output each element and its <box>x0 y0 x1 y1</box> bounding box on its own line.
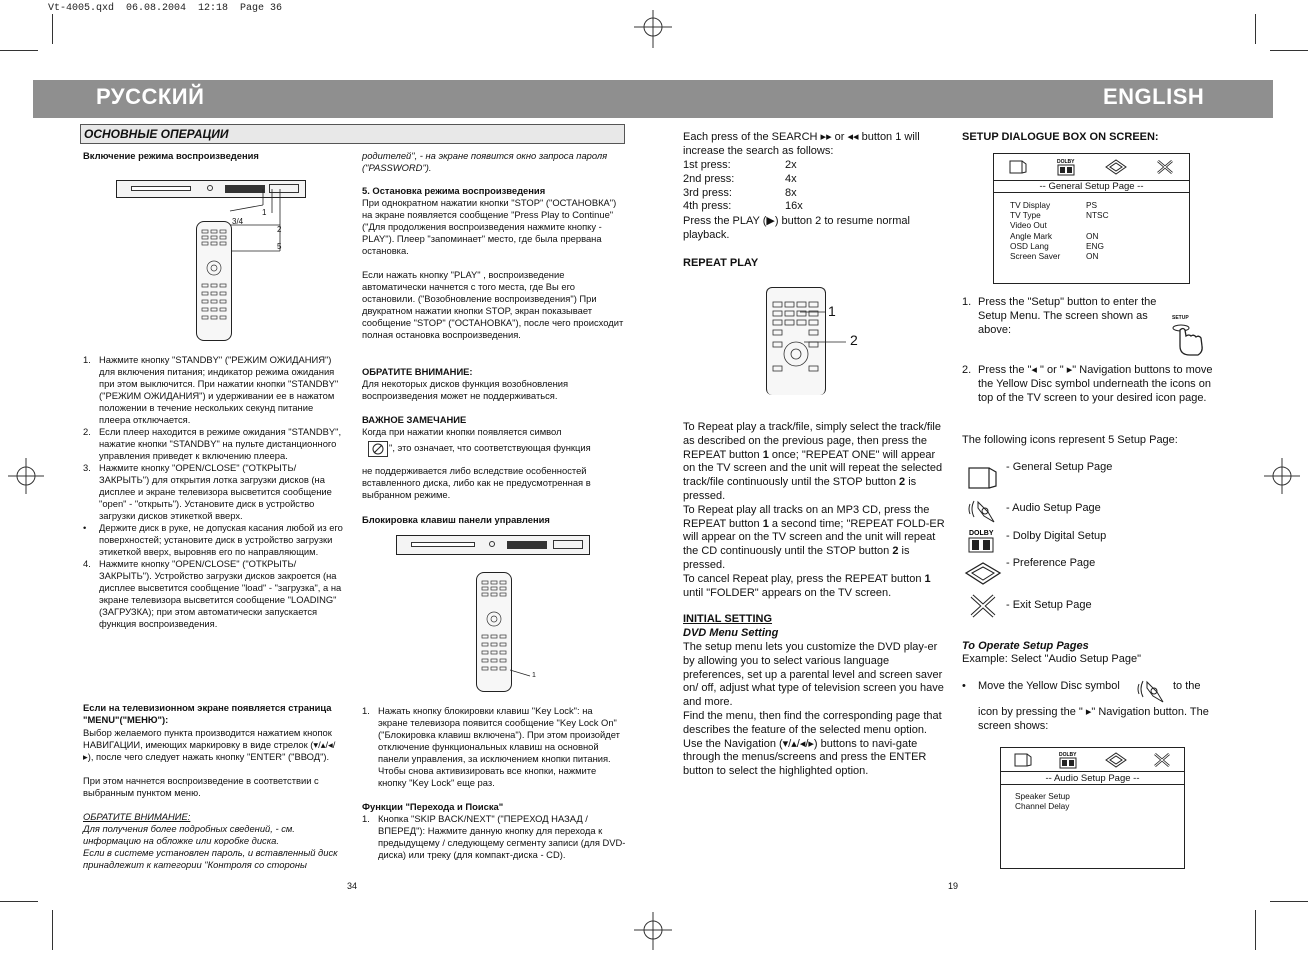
audio-setup-screen <box>1000 747 1185 869</box>
preference-icon <box>1104 751 1128 769</box>
keylock-leader-line <box>510 668 534 680</box>
exit-setup-icon <box>968 592 998 620</box>
exit-setup-icon <box>1152 751 1172 769</box>
remote-control-figure <box>196 221 232 341</box>
move-bullet: • <box>962 680 966 692</box>
setup-row: Channel Delay <box>1015 801 1070 811</box>
fig-label-2: 2 <box>277 225 282 234</box>
fig-label-5: 5 <box>277 242 282 251</box>
icon-label-dolby: - Dolby Digital Setup <box>1006 530 1107 542</box>
crop-mark <box>0 50 38 51</box>
preference-icon <box>964 560 1002 588</box>
note-text: Для получения более подробных сведений, - см. информацию на обложке или коробке диска. <box>83 823 295 846</box>
setup-row: Speaker Setup <box>1015 791 1070 801</box>
fig-label-34: 3/4 <box>232 217 244 226</box>
important-text-2: ", это означает, что соответствующая функция <box>389 442 591 453</box>
registration-mark-top <box>630 10 676 50</box>
setup-icon-bar <box>1001 748 1184 771</box>
move-text-b: to the <box>1173 680 1201 692</box>
press-row: 3rd press: 8x <box>683 186 797 199</box>
repeat-label-2: 2 <box>850 332 858 348</box>
important-title: ВАЖНОЕ ЗАМЕЧАНИЕ <box>362 414 467 425</box>
step-item: 4. Нажмите кнопку "OPEN/CLOSE" ("ОТКРЫТЬ/ЗАКРЫТЬ"). Устройство загрузки дисков закроется (на дисплее высветится сообщение "load" - "загрузка", а на экране телевизора высветится сообщение "LOADING" (ЗАГРУЗКА); при этом автоматически запускается функция воспроизведения. <box>83 558 342 629</box>
fig-label-1: 1 <box>262 208 267 217</box>
repeat-paragraphs <box>683 421 945 600</box>
svg-text:DOLBY: DOLBY <box>1059 751 1077 758</box>
general-setup-icon <box>1013 751 1033 769</box>
repeat-para-3: To cancel Repeat play, press the REPEAT button 1 until "FOLDER" appears on the TV screen. <box>683 572 931 599</box>
menu-text-2: При этом начнется воспроизведение в соответствии с выбранным пунктом меню. <box>83 775 319 798</box>
note-title: ОБРАТИТЕ ВНИМАНИЕ: <box>83 811 191 822</box>
search-intro: Each press of the SEARCH ▸▸ or ◂◂ button 1 will increase the search as follows: <box>683 131 920 157</box>
setup-step-1: 1. Press the "Setup" button to enter the Setup Menu. The screen shown as above: <box>962 296 1157 336</box>
setup-row: Video Out <box>1010 220 1047 231</box>
move-text-a: Move the Yellow Disc symbol <box>978 680 1120 692</box>
prohibited-icon <box>368 441 388 457</box>
english-title: ENGLISH <box>1103 84 1205 109</box>
print-slug: Vt-4005.qxd 06.08.2004 12:18 Page 36 <box>48 3 283 14</box>
menu-text: Выбор желаемого пункта производится нажатием кнопок НАВИГАЦИИ, имеющих маркировку в виде стрелок (▾/▴/◂/▸), после чего следует нажать кнопку "ENTER" ("ВВОД"). <box>83 727 336 762</box>
stop-text-2: Если нажать кнопку "PLAY" , воспроизведение автоматически начнется с того места, где Вы его остановили. ("Возобновление воспроизведения") При двукратном нажатии кнопки STOP, экран показывает сообщение "STOP" ("ОСТАНОВКА"), после чего происходит полная остановка воспроизведения. <box>362 269 624 340</box>
step-item: 3. Нажмите кнопку "OPEN/CLOSE" ("ОТКРЫТЬ/ЗАКРЫТЬ") для открытия лотка загрузки дисков (на дисплее и экране телевизора высветится сообщение "open" - "открыть"). Установите диск в устройство загрузки дисков этикеткой вверх. <box>83 462 332 521</box>
crop-mark <box>52 910 53 950</box>
initial-setting-title: INITIAL SETTING <box>683 613 773 625</box>
search-resume: Press the PLAY (▶) button 2 to resume normal playback. <box>683 215 910 241</box>
setup-icon-bar <box>994 154 1189 180</box>
password-continued: родителей", - на экране появится окно запроса пароля ("PASSWORD"). <box>362 150 608 173</box>
page-number-left: 34 <box>347 881 358 891</box>
dvd-player-figure-2 <box>396 535 590 555</box>
setup-row: TV Display PS <box>1010 200 1098 210</box>
svg-text:DOLBY: DOLBY <box>1056 159 1075 165</box>
press-row: 4th press: 16x <box>683 200 803 213</box>
step-item: 1. Нажмите кнопку "STANDBY" ("РЕЖИМ ОЖИДАНИЯ") для включения питания; индикатор режима ожидания при этом выключится. При нажатии кнопки "STANDBY" ("РЕЖИМ ОЖИДАНИЯ") и удерживании ее в нажатом положении в течение нескольких секунд питание плеера отключается. <box>83 354 339 425</box>
section-title: ОСНОВНЫЕ ОПЕРАЦИИ <box>84 127 229 141</box>
dolby-icon <box>1057 750 1079 770</box>
press-row: 1st press: 2x <box>683 159 797 171</box>
keylock-title: Блокировка клавиш панели управления <box>362 514 550 525</box>
registration-mark-right <box>1262 458 1302 494</box>
icons-intro: The following icons represent 5 Setup Page: <box>962 434 1178 446</box>
skip-step: 1. Кнопка "SKIP BACK/NEXT" ("ПЕРЕХОД НАЗАД / ВПЕРЕД"): Нажмите данную кнопку для перехода к предыдущему / следующему сегменту записи (для DVD-диска) или треку (для компакт-диска - CD). <box>362 813 626 860</box>
setup-row: Screen Saver ON <box>1010 251 1099 262</box>
keylock-step: 1. Нажать кнопку блокировки клавиш "Key Lock": на экране телевизора появится сообщение "Key Lock On" ("Блокировка клавиш включена"). При этом произойдет отключение функциональных клавиш на основной панели управления, за исключением кнопки питания. Чтобы снова активизировать все кнопки, нажмите кнопку "Key Lock" еще раз. <box>362 705 620 788</box>
icon-label-general: - General Setup Page <box>1006 461 1113 473</box>
playback-steps <box>83 354 343 630</box>
playback-title: Включение режима воспроизведения <box>83 150 259 161</box>
setup-row: OSD Lang ENG <box>1010 240 1104 251</box>
important-text-3: не поддерживается либо вследствие особенностей вставленного диска, либо как не предусмотренная в выбранном режиме. <box>362 465 591 500</box>
step-item: 2. Если плеер находится в режиме ожидания "STANDBY", нажатие кнопки "STANDBY" на пульте дистанционного управления приведет к включению плеера. <box>83 426 342 461</box>
stop-title: 5. Остановка режима воспроизведения <box>362 185 546 196</box>
dolby-icon <box>1055 157 1077 177</box>
repeat-para-2: To Repeat play all tracks on an MP3 CD, press the REPEAT button 1 a second time; "REPEAT FOLD-ER will appear on the TV screen and the unit will repeat the CD continuously until the STOP button 2 is pressed. <box>683 503 945 571</box>
attention-title: ОБРАТИТЕ ВНИМАНИЕ: <box>362 366 473 377</box>
crop-mark <box>1255 14 1256 44</box>
setup-step-2: 2. Press the "◂ " or " ▸" Navigation buttons to move the Yellow Disc symbol underneath the icons on top of the TV screen to your desired icon page. <box>962 364 1213 404</box>
search-press-table <box>683 159 883 214</box>
repeat-label-1: 1 <box>828 303 836 319</box>
setup-button-label: SETUP <box>1172 315 1189 321</box>
skip-title: Функции "Перехода и Поиска" <box>362 801 504 812</box>
general-setup-icon <box>1008 158 1028 176</box>
header-band <box>33 80 1273 118</box>
general-setup-icon <box>966 462 1000 492</box>
note-text-2: Если в системе установлен пароль, и вставленный диск принадлежит к категории "Контроля со стороны <box>83 847 338 870</box>
svg-text:DOLBY: DOLBY <box>969 530 994 537</box>
press-row: 2nd press: 4x <box>683 172 797 185</box>
audio-setup-rows <box>1015 791 1070 811</box>
important-text: Когда при нажатии кнопки появляется символ <box>362 426 562 437</box>
page-number-right: 19 <box>948 881 959 891</box>
general-setup-rows <box>1010 200 1109 261</box>
initial-paragraphs: The setup menu lets you customize the DVD play-er by allowing you to select various language preferences, set up a parental level and screen saver on/ off, adjust what type of television screen you have and more. Find the menu, then find the corresponding page that describes the feature of the selected menu option. Use the Navigation (▾/▴/◂/▸) buttons to navi-gate through the menus/screens and press the ENTER button to select the highlighted option. <box>683 641 944 778</box>
audio-setup-icon <box>966 494 1000 524</box>
operate-title: To Operate Setup Pages <box>962 640 1089 652</box>
audio-setup-icon <box>1135 674 1169 704</box>
icon-label-preference: - Preference Page <box>1006 557 1096 569</box>
dvd-menu-setting-title: DVD Menu Setting <box>683 627 779 639</box>
repeat-title: REPEAT PLAY <box>683 257 759 269</box>
setup-row: Angle Mark ON <box>1010 230 1099 241</box>
registration-mark-bottom <box>630 910 676 950</box>
crop-mark <box>1270 50 1308 51</box>
attention-text: Для некоторых дисков функция возобновления воспроизведения может не поддерживаться. <box>362 378 569 401</box>
dialog-title: SETUP DIALOGUE BOX ON SCREEN: <box>962 131 1159 143</box>
general-setup-header: -- General Setup Page -- <box>994 180 1189 193</box>
exit-setup-icon <box>1155 158 1175 176</box>
registration-mark-left <box>6 458 46 494</box>
remote-control-figure-2 <box>476 572 512 692</box>
keylock-fig-label: 1 <box>532 672 536 679</box>
crop-mark <box>1255 910 1256 950</box>
setup-row: TV Type NTSC <box>1010 210 1109 221</box>
icon-label-exit: - Exit Setup Page <box>1006 599 1092 611</box>
stop-text: При однократном нажатии кнопки "STOP" ("ОСТАНОВКА") на экране появляется сообщение "Press Play to Continue" ("Для продолжения воспроизведения нажмите кнопку - PLAY"). Плеер "запоминает" место, где была прервана остановка. <box>362 197 617 256</box>
russian-title: РУССКИЙ <box>96 84 205 109</box>
general-setup-screen <box>993 153 1190 284</box>
step-item: • Держите диск в руке, не допуская касания любой из его поверхностей; установите диск в устройство загрузки этикеткой вверх, выровняв его по направляющим. <box>83 522 343 557</box>
crop-mark <box>0 901 38 902</box>
crop-mark <box>1270 901 1308 902</box>
audio-setup-header: -- Audio Setup Page -- <box>1001 771 1184 785</box>
move-text-c: icon by pressing the " ▸" Navigation button. The screen shows: <box>978 706 1209 732</box>
dolby-setup-icon <box>966 528 1000 554</box>
hand-press-icon <box>1172 322 1206 358</box>
crop-mark <box>52 14 53 44</box>
operate-example: Example: Select "Audio Setup Page" <box>962 653 1142 665</box>
repeat-para-1: To Repeat play a track/file, simply select the track/file as described on the previous page, then press the REPEAT button 1 once; "REPEAT ONE" will appear on the TV screen and the unit will repeat the selected track/file continuously until the STOP button 2 is pressed. <box>683 421 943 502</box>
menu-title: Если на телевизионном экране появляется страница "MENU"("МЕНЮ"): <box>83 702 332 725</box>
preference-icon <box>1104 158 1128 176</box>
icon-label-audio: - Audio Setup Page <box>1006 502 1101 514</box>
